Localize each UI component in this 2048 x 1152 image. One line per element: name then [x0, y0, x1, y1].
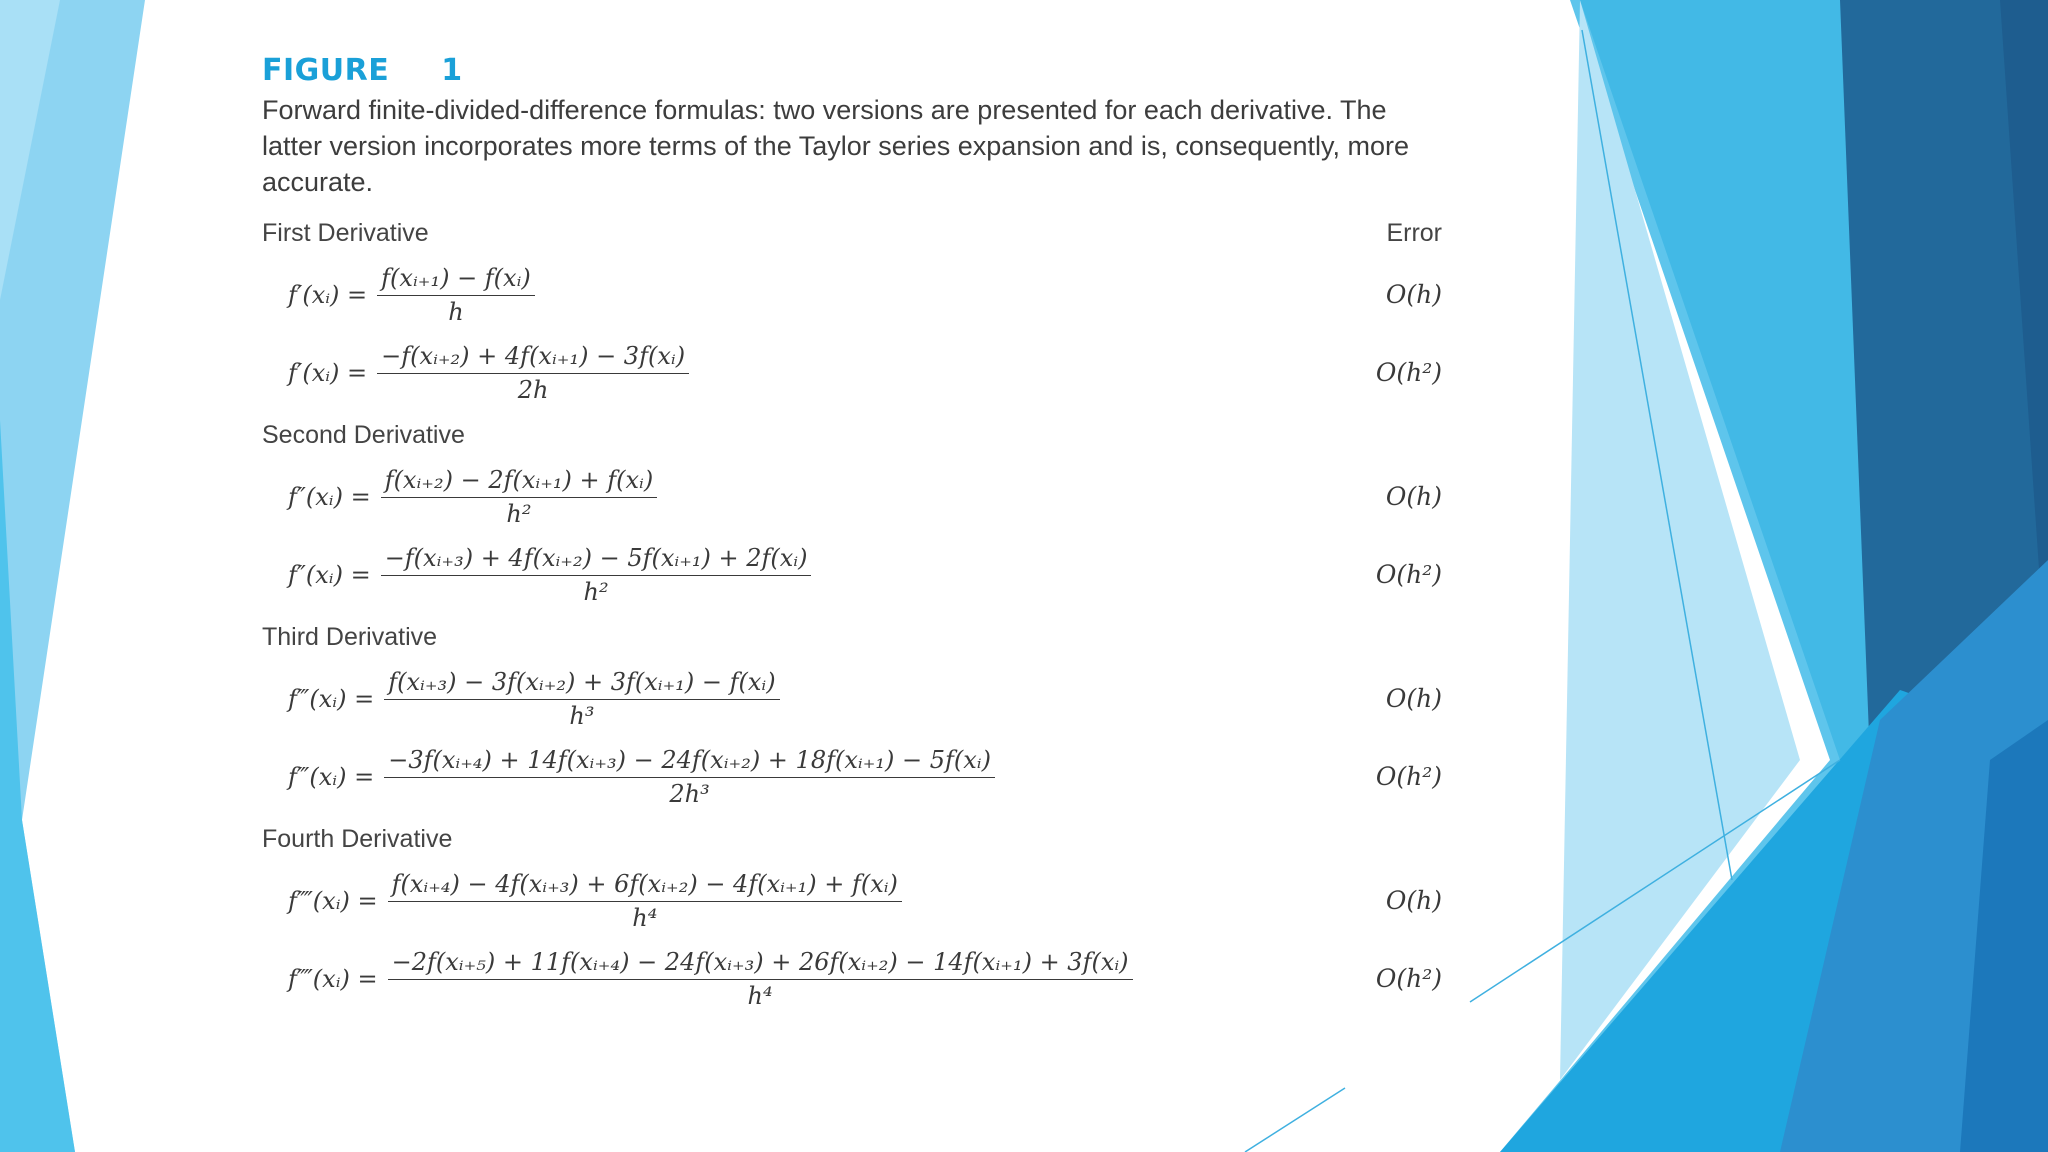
- numerator: −2f(xᵢ₊₅) + 11f(xᵢ₊₄) − 24f(xᵢ₊₃) + 26f(xᵢ₊₂) − 14f(xᵢ₊₁) + 3f(xᵢ): [388, 948, 1133, 980]
- numerator: f(xᵢ₊₄) − 4f(xᵢ₊₃) + 6f(xᵢ₊₂) − 4f(xᵢ₊₁) + f(xᵢ): [388, 870, 902, 902]
- formula-lhs: f″(xᵢ) =: [288, 561, 371, 589]
- section-heading-label: Second Derivative: [262, 421, 465, 449]
- formula-row: [262, 458, 1442, 536]
- error-order: O(h²): [1375, 560, 1442, 589]
- fraction: [381, 466, 658, 528]
- numerator: −f(xᵢ₊₃) + 4f(xᵢ₊₂) − 5f(xᵢ₊₁) + 2f(xᵢ): [381, 544, 812, 576]
- formula-row: [262, 862, 1442, 940]
- fraction: [388, 870, 902, 932]
- figure-title: [262, 52, 1442, 90]
- error-order: O(h): [1385, 684, 1442, 713]
- denominator: 2h³: [669, 780, 710, 808]
- denominator: h: [448, 298, 464, 326]
- section-heading-label: Fourth Derivative: [262, 825, 453, 853]
- figure-caption: Forward finite-divided-difference formulas: two versions are presented for each derivative. The latter version incorporates more terms of the Taylor series expansion and is, consequently, more accurate.: [262, 95, 1410, 197]
- error-order: O(h): [1385, 886, 1442, 915]
- formula-row: [262, 334, 1442, 412]
- numerator: −3f(xᵢ₊₄) + 14f(xᵢ₊₃) − 24f(xᵢ₊₂) + 18f(xᵢ₊₁) − 5f(xᵢ): [384, 746, 995, 778]
- formula-row: [262, 256, 1442, 334]
- section-heading-label: Third Derivative: [262, 623, 438, 651]
- section-heading: [262, 412, 1442, 458]
- denominator: h⁴: [632, 904, 658, 932]
- formula-lhs: f′(xᵢ) =: [288, 281, 368, 309]
- error-order: O(h): [1385, 482, 1442, 511]
- fraction: [377, 264, 535, 326]
- formula-row: [262, 940, 1442, 1018]
- derivative-sections: [262, 210, 1442, 1018]
- fraction: [377, 342, 689, 404]
- formula-lhs: f⁗(xᵢ) =: [288, 887, 378, 915]
- fraction: [388, 948, 1133, 1010]
- formula-lhs: f‴(xᵢ) =: [288, 685, 375, 713]
- fraction: [384, 746, 995, 808]
- accent-line: [1245, 1088, 1345, 1152]
- formula-row: [262, 660, 1442, 738]
- formula-row: [262, 738, 1442, 816]
- figure: [262, 52, 1442, 1018]
- denominator: h²: [583, 578, 609, 606]
- section-heading: [262, 614, 1442, 660]
- numerator: f(xᵢ₊₃) − 3f(xᵢ₊₂) + 3f(xᵢ₊₁) − f(xᵢ): [384, 668, 779, 700]
- denominator: h²: [506, 500, 532, 528]
- error-order: O(h²): [1375, 358, 1442, 387]
- formula-lhs: f‴(xᵢ) =: [288, 763, 375, 791]
- formula-lhs: f′(xᵢ) =: [288, 359, 368, 387]
- numerator: f(xᵢ₊₁) − f(xᵢ): [377, 264, 535, 296]
- section-heading-label: First Derivative: [262, 219, 429, 247]
- section-heading: [262, 210, 1442, 256]
- section-heading: [262, 816, 1442, 862]
- fraction: [384, 668, 779, 730]
- formula-row: [262, 536, 1442, 614]
- error-order: O(h²): [1375, 762, 1442, 791]
- figure-number: 1: [441, 53, 463, 88]
- numerator: f(xᵢ₊₂) − 2f(xᵢ₊₁) + f(xᵢ): [381, 466, 658, 498]
- figure-label: FIGURE: [262, 53, 390, 88]
- denominator: h³: [569, 702, 595, 730]
- denominator: 2h: [517, 376, 549, 404]
- formula-lhs: f⁗(xᵢ) =: [288, 965, 378, 993]
- error-order: O(h): [1385, 280, 1442, 309]
- formula-lhs: f″(xᵢ) =: [288, 483, 371, 511]
- denominator: h⁴: [747, 982, 773, 1010]
- fraction: [381, 544, 812, 606]
- error-order: O(h²): [1375, 964, 1442, 993]
- error-column-header: Error: [1386, 219, 1442, 247]
- numerator: −f(xᵢ₊₂) + 4f(xᵢ₊₁) − 3f(xᵢ): [377, 342, 689, 374]
